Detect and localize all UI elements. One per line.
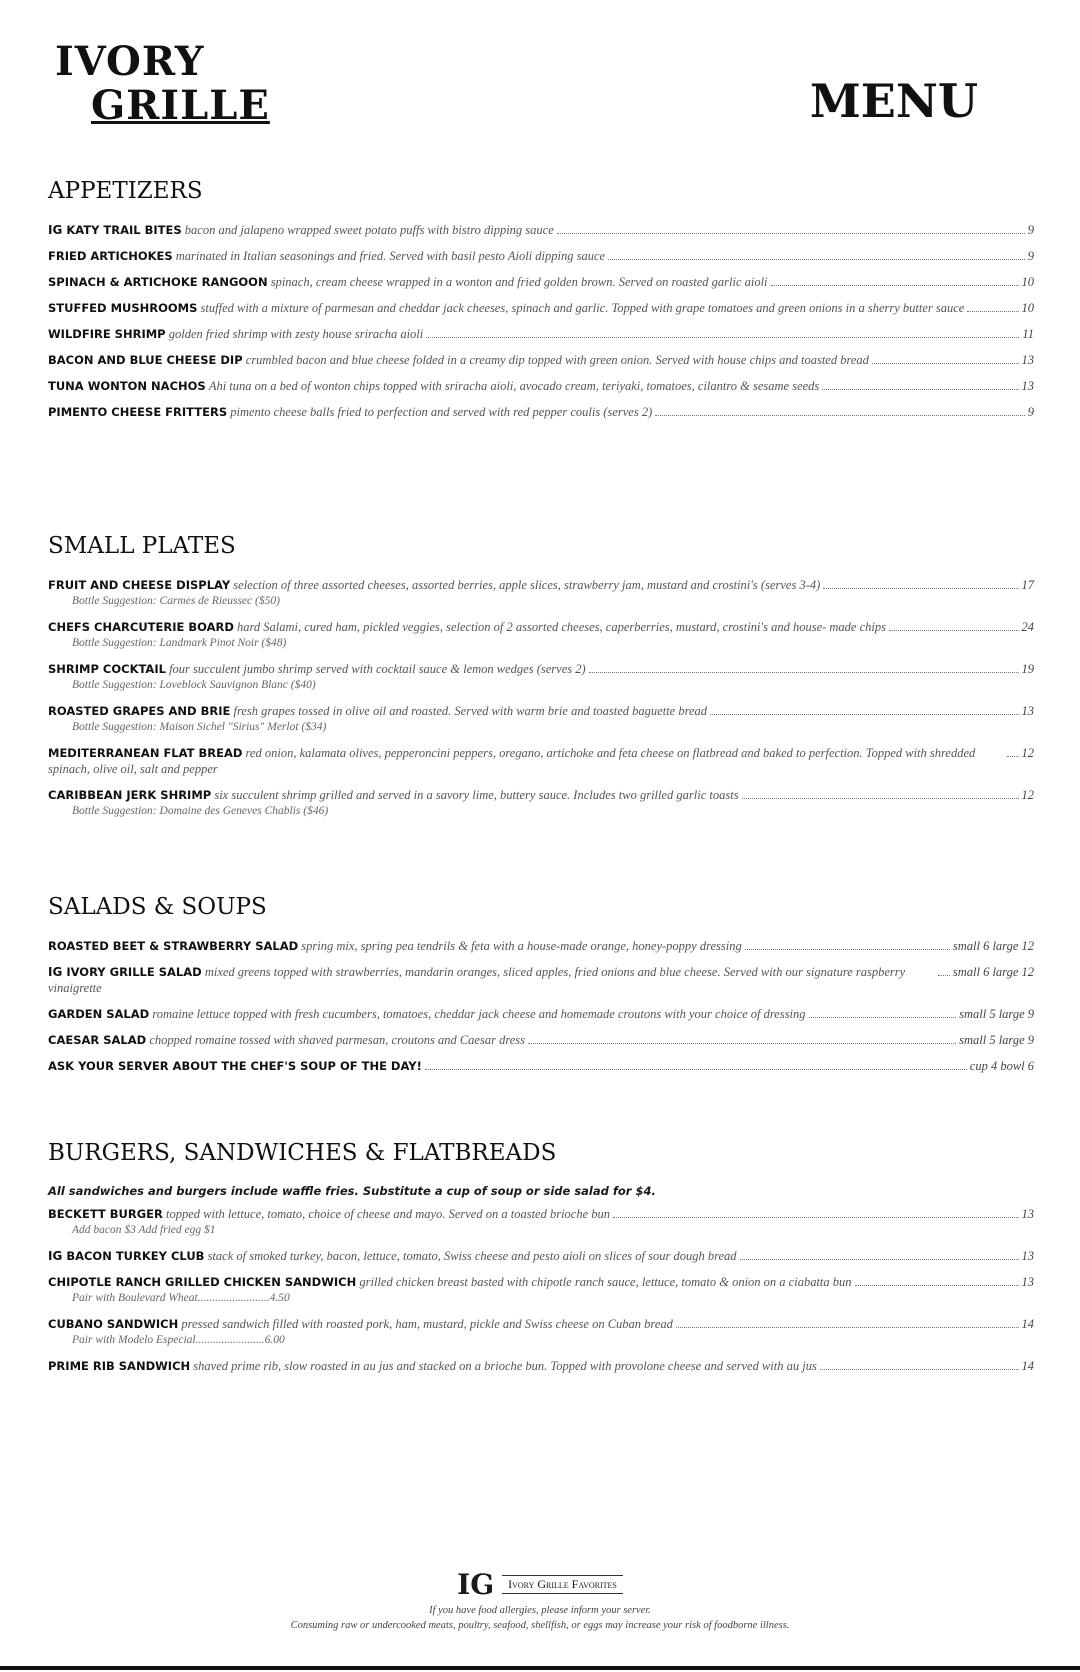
menu-item-description: stack of smoked turkey, bacon, lettuce, tomato, Swiss cheese and pesto aioli on slices of sour dough bread xyxy=(207,1249,737,1263)
menu-item-price: 13 xyxy=(1021,353,1034,367)
menu-item-price: 11 xyxy=(1022,327,1034,341)
menu-item-text xyxy=(48,222,554,238)
menu-item-row xyxy=(48,404,1034,420)
menu-item-text xyxy=(48,1274,852,1290)
menu-item-text xyxy=(48,352,869,368)
menu-item-description: golden fried shrimp with zesty house sriracha aioli xyxy=(168,327,424,341)
menu-item-text xyxy=(48,577,820,593)
dot-leader xyxy=(855,1285,1019,1286)
menu-item-price: 9 xyxy=(1027,223,1034,237)
menu-item-row xyxy=(48,300,1034,316)
menu-item-name: ROASTED GRAPES AND BRIE xyxy=(48,704,231,718)
menu-item-row xyxy=(48,964,1034,996)
menu-item-row xyxy=(48,1006,1034,1022)
menu-item-row xyxy=(48,1248,1034,1264)
menu-item-name: ROASTED BEET & STRAWBERRY SALAD xyxy=(48,939,299,953)
dot-leader xyxy=(967,311,1018,312)
menu-item-price: 13 xyxy=(1021,704,1034,718)
menu-item-description: four succulent jumbo shrimp served with cocktail sauce & lemon wedges (serves 2) xyxy=(169,662,586,676)
menu-item-row xyxy=(48,577,1034,593)
appetizers-list xyxy=(48,222,1034,420)
dot-leader xyxy=(655,415,1025,416)
menu-item-name: KATY TRAIL BITES xyxy=(66,223,182,237)
menu-item xyxy=(48,661,1034,693)
dot-leader xyxy=(426,337,1019,338)
ig-favorite-icon: IG xyxy=(48,1249,63,1263)
menu-item-description: grilled chicken breast basted with chipotle ranch sauce, lettuce, tomato & onion on a ciabatta bun xyxy=(359,1275,852,1289)
menu-item-text xyxy=(48,619,886,635)
menu-item-price: 10 xyxy=(1021,301,1034,315)
menu-item-price: small 6 large 12 xyxy=(952,965,1034,979)
dot-leader xyxy=(608,259,1025,260)
section-heading: BURGERS, SANDWICHES & FLATBREADS xyxy=(48,1140,557,1166)
menu-item-description: crumbled bacon and blue cheese folded in a creamy dip topped with green onion. Served with house chips and toasted bread xyxy=(245,353,869,367)
menu-item-description: chopped romaine tossed with shaved parmesan, croutons and Caesar dress xyxy=(149,1033,525,1047)
burgers-section xyxy=(48,1140,1034,1384)
menu-item-price: 10 xyxy=(1021,275,1034,289)
menu-item-name: CARIBBEAN JERK SHRIMP xyxy=(48,788,212,802)
menu-item xyxy=(48,1006,1034,1022)
menu-item xyxy=(48,1316,1034,1348)
menu-item-price: 13 xyxy=(1021,379,1034,393)
menu-item-pairing: Pair with Boulevard Wheat.........................4.50 xyxy=(72,1292,290,1304)
menu-item xyxy=(48,326,1034,342)
menu-item-description: bacon and jalapeno wrapped sweet potato puffs with bistro dipping sauce xyxy=(184,223,554,237)
menu-item-description: spring mix, spring pea tendrils & feta with a house-made orange, honey-poppy dressing xyxy=(301,939,742,953)
appetizers-section xyxy=(48,178,1034,430)
menu-item xyxy=(48,1032,1034,1048)
menu-item-name: ASK YOUR SERVER ABOUT THE CHEF'S SOUP OF THE DAY! xyxy=(48,1059,422,1073)
menu-item-text xyxy=(48,1206,610,1222)
menu-item-row xyxy=(48,745,1034,777)
menu-item-text xyxy=(48,745,1004,777)
menu-item xyxy=(48,248,1034,264)
menu-item-price: 14 xyxy=(1021,1317,1034,1331)
menu-item-row xyxy=(48,222,1034,238)
dot-leader xyxy=(771,285,1019,286)
menu-item-price: 13 xyxy=(1021,1275,1034,1289)
menu-item-name: PIMENTO CHEESE FRITTERS xyxy=(48,405,228,419)
salads-list xyxy=(48,938,1034,1074)
menu-item-row xyxy=(48,378,1034,394)
logo xyxy=(55,38,270,129)
menu-item-price: 9 xyxy=(1027,405,1034,419)
menu-item-row xyxy=(48,1358,1034,1374)
menu-item xyxy=(48,619,1034,651)
menu-item-text xyxy=(48,1248,737,1264)
menu-item-row xyxy=(48,274,1034,290)
dot-leader xyxy=(676,1327,1019,1328)
menu-item-row xyxy=(48,661,1034,677)
menu-item-price: 9 xyxy=(1027,249,1034,263)
favorites-legend xyxy=(457,1568,623,1601)
menu-item-price: 17 xyxy=(1021,578,1034,592)
menu-item-pairing: Pair with Modelo Especial........................6.00 xyxy=(72,1334,285,1346)
menu-item xyxy=(48,1274,1034,1306)
allergy-notice: If you have food allergies, please inform your server. xyxy=(429,1605,651,1616)
ig-logo-icon: IG xyxy=(457,1568,495,1601)
menu-item xyxy=(48,1358,1034,1374)
menu-item-pairing: Bottle Suggestion: Loveblock Sauvignon Blanc ($40) xyxy=(72,679,316,691)
salads-section xyxy=(48,894,1034,1084)
menu-item-name: CHIPOTLE RANCH GRILLED CHICKEN SANDWICH xyxy=(48,1275,357,1289)
menu-item-price: cup 4 bowl 6 xyxy=(969,1059,1034,1073)
menu-item-text xyxy=(48,1058,422,1074)
section-heading: SALADS & SOUPS xyxy=(48,894,267,920)
menu-item-name: WILDFIRE SHRIMP xyxy=(48,327,166,341)
menu-item-name: STUFFED MUSHROOMS xyxy=(48,301,198,315)
dot-leader xyxy=(740,1259,1019,1260)
menu-item-text xyxy=(48,964,935,996)
menu-item-description: shaved prime rib, slow roasted in au jus and stacked on a brioche bun. Topped with provolone cheese and served with au jus xyxy=(193,1359,817,1373)
menu-item-name: BACON AND BLUE CHEESE DIP xyxy=(48,353,243,367)
dot-leader xyxy=(710,714,1018,715)
menu-item xyxy=(48,964,1034,996)
menu-item-name: GARDEN SALAD xyxy=(48,1007,150,1021)
menu-item-price: 12 xyxy=(1021,788,1034,802)
favorites-label: Ivory Grille Favorites xyxy=(502,1575,623,1594)
menu-item-text xyxy=(48,661,586,677)
menu-item-description: spinach, cream cheese wrapped in a wonton and fried golden brown. Served on roasted garlic aioli xyxy=(270,275,768,289)
dot-leader xyxy=(425,1069,967,1070)
menu-item xyxy=(48,1206,1034,1238)
menu-item-name: FRIED ARTICHOKES xyxy=(48,249,173,263)
menu-item xyxy=(48,745,1034,777)
menu-item-text xyxy=(48,404,652,420)
logo-line-2: GRILLE xyxy=(91,82,270,129)
menu-item-text xyxy=(48,1006,806,1022)
menu-item-description: hard Salami, cured ham, pickled veggies, selection of 2 assorted cheeses, caperberries, mustard, crostini's and house- made chips xyxy=(237,620,886,634)
dot-leader xyxy=(742,798,1019,799)
menu-item-text xyxy=(48,378,819,394)
menu-item xyxy=(48,787,1034,819)
menu-item-description: red onion, kalamata olives, pepperoncini peppers, oregano, artichoke and feta cheese on flatbread and baked to perfection. Topped with shredded spinach, olive oil, salt and pepper xyxy=(48,746,976,776)
menu-item xyxy=(48,577,1034,609)
dot-leader xyxy=(745,949,950,950)
dot-leader xyxy=(823,588,1018,589)
menu-item xyxy=(48,703,1034,735)
section-heading: SMALL PLATES xyxy=(48,533,236,559)
menu-item-row xyxy=(48,1206,1034,1222)
dot-leader xyxy=(528,1043,956,1044)
menu-item-text xyxy=(48,703,707,719)
page-title: MENU xyxy=(809,74,978,128)
menu-item-row xyxy=(48,787,1034,803)
sandwich-note: All sandwiches and burgers include waffle fries. Substitute a cup of soup or side salad for $4. xyxy=(48,1184,656,1198)
menu-item-name: CHEFS CHARCUTERIE BOARD xyxy=(48,620,234,634)
menu-item-text xyxy=(48,787,739,803)
menu-item-name: BECKETT BURGER xyxy=(48,1207,163,1221)
menu-item-name: PRIME RIB SANDWICH xyxy=(48,1359,191,1373)
logo-line-1: IVORY xyxy=(55,38,205,85)
menu-item-price: small 5 large 9 xyxy=(959,1007,1034,1021)
menu-item-name: IVORY GRILLE SALAD xyxy=(66,965,202,979)
menu-item-price: 13 xyxy=(1021,1249,1034,1263)
menu-item-name: BACON TURKEY CLUB xyxy=(66,1249,205,1263)
menu-item-price: 13 xyxy=(1021,1207,1034,1221)
menu-item-text xyxy=(48,274,768,290)
dot-leader xyxy=(809,1017,957,1018)
menu-item-description: selection of three assorted cheeses, assorted berries, apple slices, strawberry jam, mustard and crostini's (serves 3-4) xyxy=(233,578,821,592)
menu-item-description: romaine lettuce topped with fresh cucumbers, tomatoes, cheddar jack cheese and homemade croutons with your choice of dressing xyxy=(152,1007,806,1021)
menu-item-description: Ahi tuna on a bed of wonton chips topped with sriracha aioli, avocado cream, teriyaki, tomatoes, cilantro & sesame seeds xyxy=(208,379,820,393)
dot-leader xyxy=(557,233,1025,234)
menu-item xyxy=(48,404,1034,420)
menu-item-text xyxy=(48,326,423,342)
menu-item-text xyxy=(48,300,964,316)
menu-item-description: pimento cheese balls fried to perfection and served with red pepper coulis (serves 2) xyxy=(230,405,653,419)
dot-leader xyxy=(872,363,1019,364)
section-heading: APPETIZERS xyxy=(48,178,203,204)
menu-item xyxy=(48,1058,1034,1074)
menu-item-price: 12 xyxy=(1021,746,1034,760)
menu-item-description: topped with lettuce, tomato, choice of cheese and mayo. Served on a toasted brioche bun xyxy=(166,1207,611,1221)
menu-item-text xyxy=(48,248,605,264)
small-plates-list xyxy=(48,577,1034,819)
menu-item-pairing: Bottle Suggestion: Landmark Pinot Noir ($48) xyxy=(72,637,287,649)
menu-item-row xyxy=(48,1274,1034,1290)
menu-item-pairing: Bottle Suggestion: Maison Sichel "Sirius" Merlot ($34) xyxy=(72,721,327,733)
menu-item-pairing: Bottle Suggestion: Domaine des Geneves Chablis ($46) xyxy=(72,805,329,817)
menu-item-price: 24 xyxy=(1021,620,1034,634)
menu-item-row xyxy=(48,248,1034,264)
menu-item-price: small 6 large 12 xyxy=(952,939,1034,953)
dot-leader xyxy=(820,1369,1019,1370)
menu-item-row xyxy=(48,703,1034,719)
menu-item-text xyxy=(48,938,742,954)
menu-item-text xyxy=(48,1358,817,1374)
menu-item-description: fresh grapes tossed in olive oil and roasted. Served with warm brie and toasted baguette bread xyxy=(233,704,708,718)
menu-item-name: SPINACH & ARTICHOKE RANGOON xyxy=(48,275,268,289)
dot-leader xyxy=(1007,756,1019,757)
menu-item-description: marinated in Italian seasonings and fried. Served with basil pesto Aioli dipping sauce xyxy=(175,249,606,263)
menu-item-row xyxy=(48,619,1034,635)
menu-item-row xyxy=(48,326,1034,342)
small-plates-section xyxy=(48,533,1034,829)
dot-leader xyxy=(589,672,1019,673)
menu-item-name: CUBANO SANDWICH xyxy=(48,1317,179,1331)
menu-item-description: pressed sandwich filled with roasted pork, ham, mustard, pickle and Swiss cheese on Cuban bread xyxy=(181,1317,673,1331)
menu-item-description: mixed greens topped with strawberries, mandarin oranges, sliced apples, fried onions and blue cheese. Served with our signature raspberry vinaigrette xyxy=(48,965,906,995)
menu-item-row xyxy=(48,352,1034,368)
menu-item-name: CAESAR SALAD xyxy=(48,1033,147,1047)
menu-item-pairing: Add bacon $3 Add fried egg $1 xyxy=(72,1224,216,1236)
menu-item-text xyxy=(48,1316,673,1332)
burgers-list xyxy=(48,1206,1034,1374)
menu-item-name: TUNA WONTON NACHOS xyxy=(48,379,206,393)
dot-leader xyxy=(613,1217,1018,1218)
menu-item-row xyxy=(48,938,1034,954)
menu-item-price: 19 xyxy=(1021,662,1034,676)
menu-item-row xyxy=(48,1058,1034,1074)
menu-item-name: FRUIT AND CHEESE DISPLAY xyxy=(48,578,231,592)
menu-item-description: stuffed with a mixture of parmesan and cheddar jack cheeses, spinach and garlic. Topped with grape tomatoes and green onions in a sherry butter sauce xyxy=(200,301,965,315)
menu-item-price: small 5 large 9 xyxy=(959,1033,1034,1047)
menu-item xyxy=(48,378,1034,394)
footer xyxy=(0,1568,1080,1631)
bottom-divider xyxy=(0,1666,1080,1670)
dot-leader xyxy=(889,630,1019,631)
menu-item-text xyxy=(48,1032,525,1048)
ig-favorite-icon: IG xyxy=(48,965,63,979)
menu-item xyxy=(48,222,1034,238)
menu-item-price: 14 xyxy=(1021,1359,1034,1373)
menu-item xyxy=(48,300,1034,316)
dot-leader xyxy=(938,975,950,976)
consumption-warning: Consuming raw or undercooked meats, poultry, seafood, shellfish, or eggs may increase your risk of foodborne illness. xyxy=(290,1620,790,1631)
menu-item-description: six succulent shrimp grilled and served in a savory lime, buttery sauce. Includes two grilled garlic toasts xyxy=(214,788,739,802)
menu-item-row xyxy=(48,1032,1034,1048)
menu-item xyxy=(48,938,1034,954)
menu-item-row xyxy=(48,1316,1034,1332)
menu-item-name: SHRIMP COCKTAIL xyxy=(48,662,166,676)
menu-item xyxy=(48,352,1034,368)
menu-item-pairing: Bottle Suggestion: Carmes de Rieussec ($50) xyxy=(72,595,280,607)
dot-leader xyxy=(822,389,1018,390)
ig-favorite-icon: IG xyxy=(48,223,63,237)
menu-item-name: MEDITERRANEAN FLAT BREAD xyxy=(48,746,243,760)
menu-item xyxy=(48,1248,1034,1264)
menu-item xyxy=(48,274,1034,290)
